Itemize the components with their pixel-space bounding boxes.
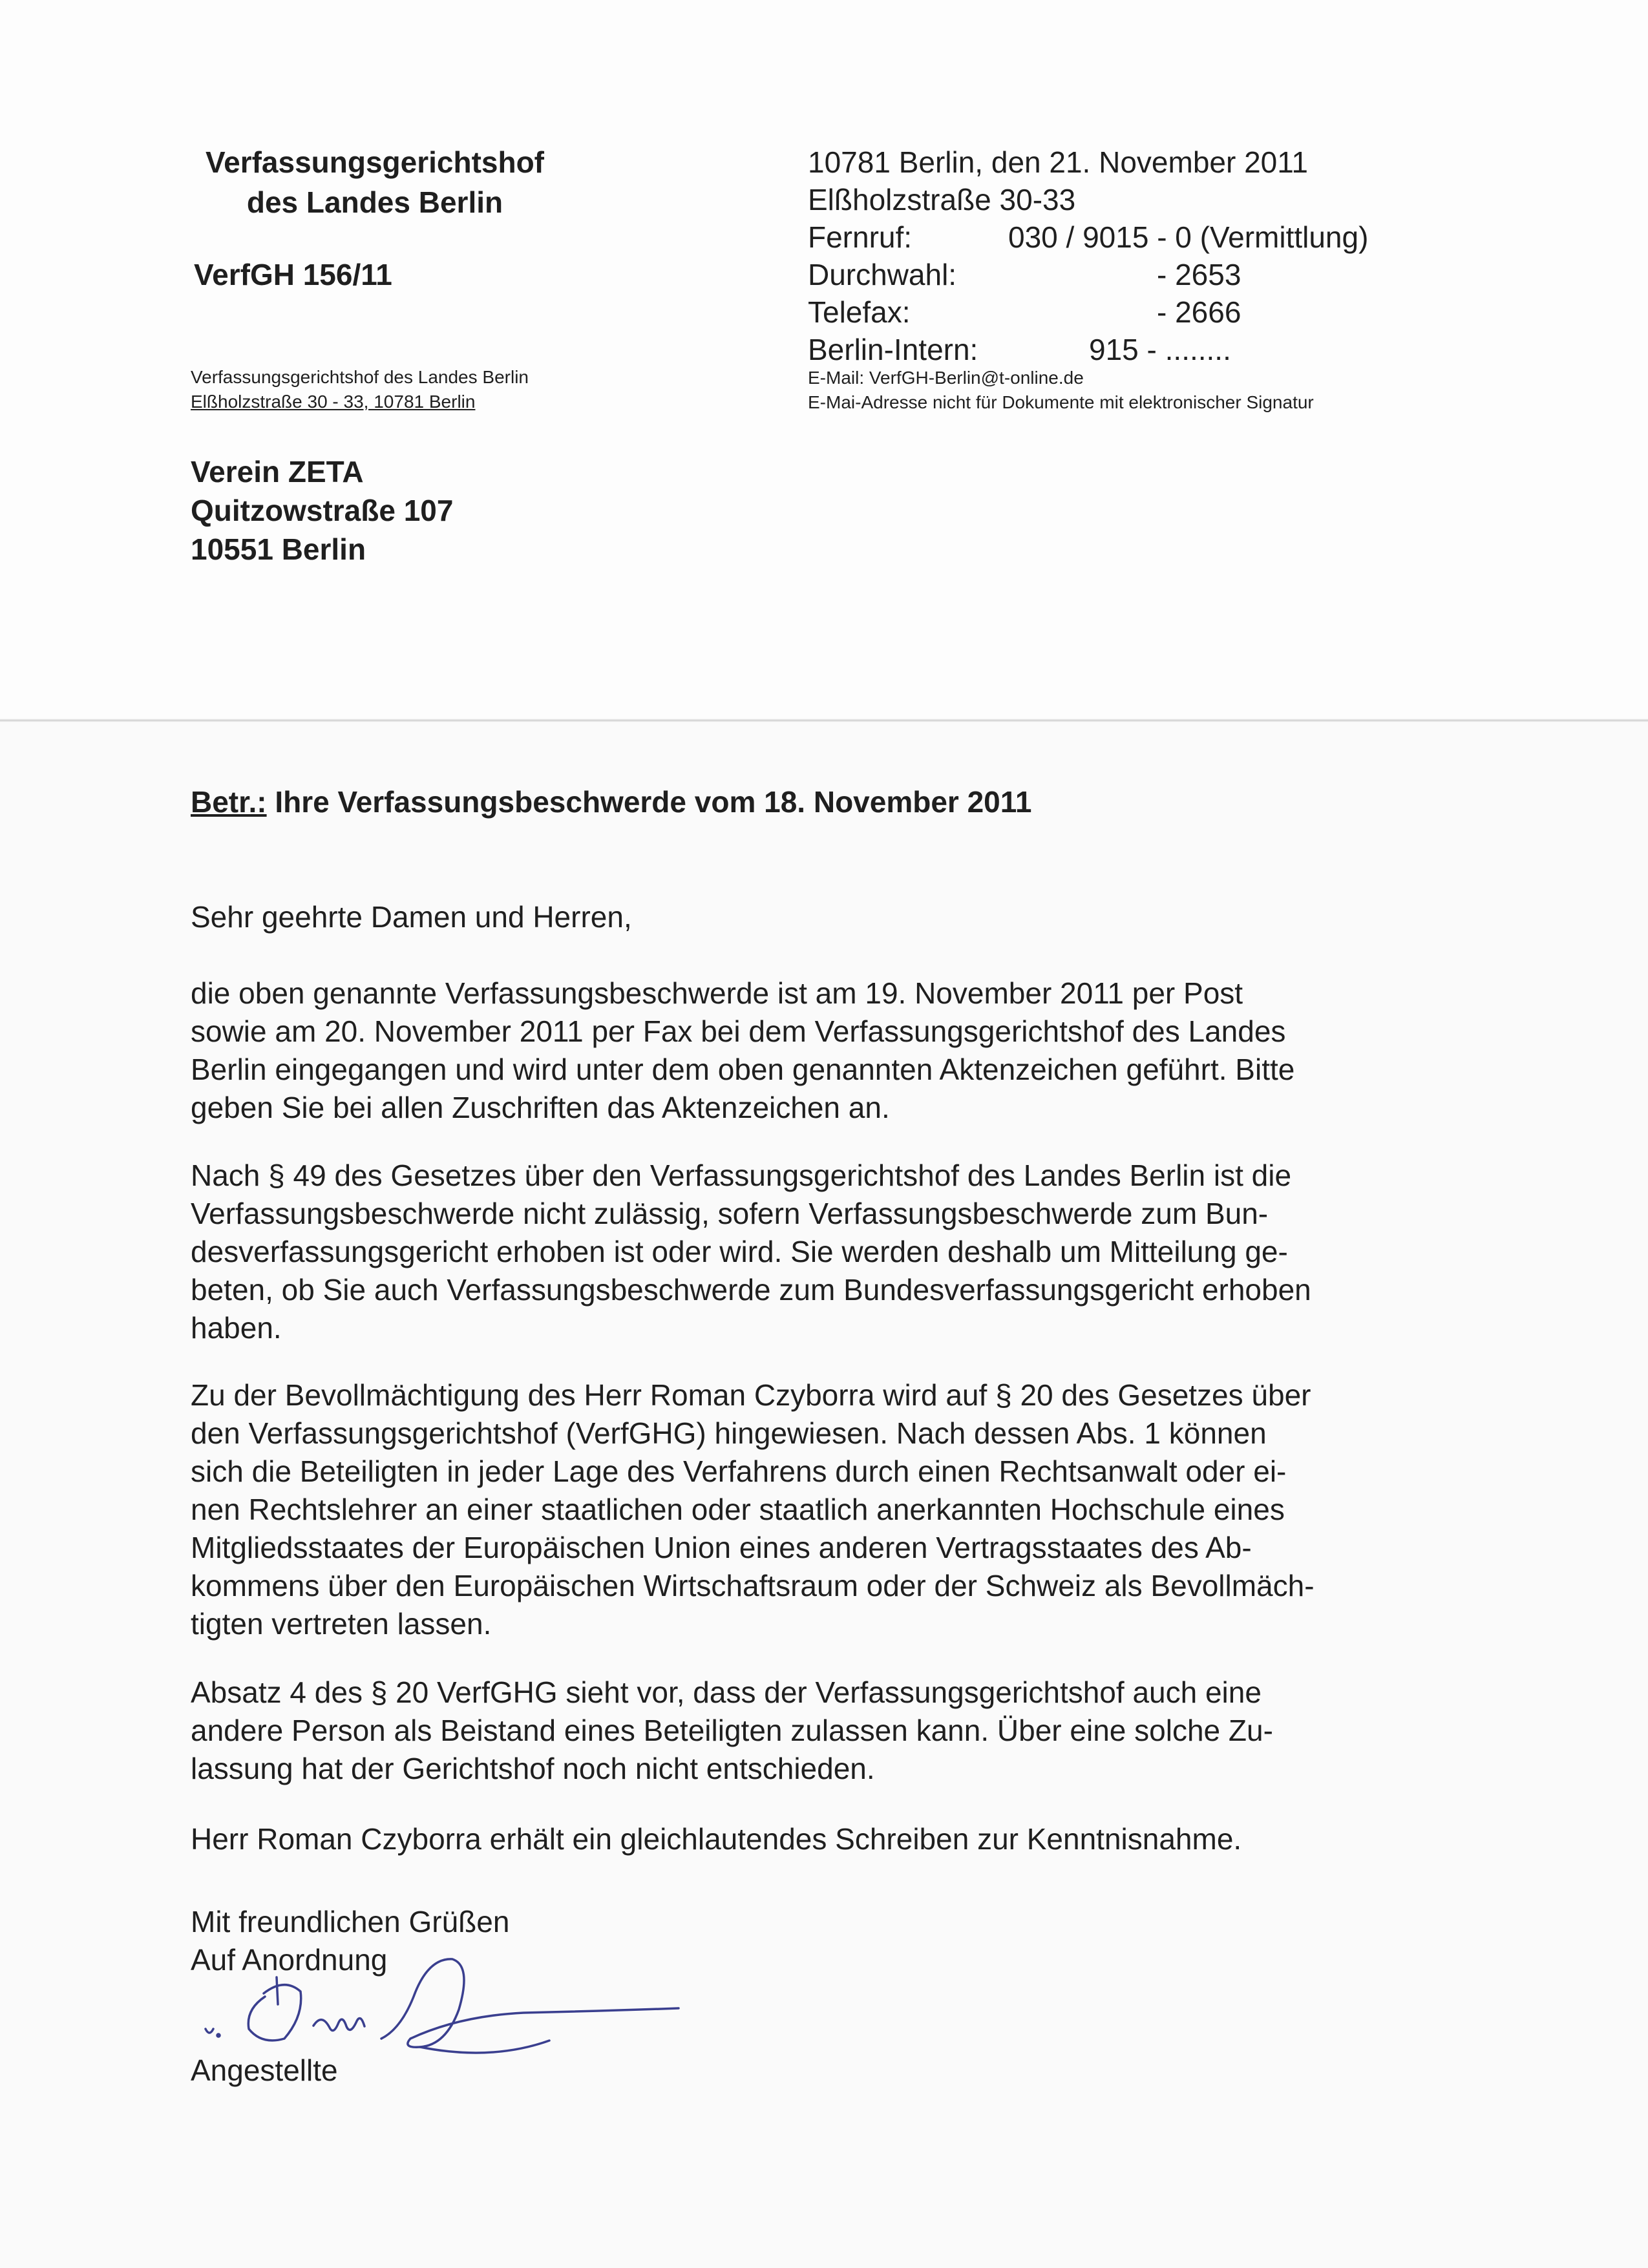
closing-greeting: Mit freundlichen Grüßen — [191, 1905, 510, 1938]
return-address — [191, 365, 529, 414]
date-line-text: 10781 Berlin, den 21. November 2011 — [808, 145, 1309, 179]
direct-dial-value: - 2653 — [1157, 258, 1241, 291]
fax-value: - 2666 — [1157, 295, 1241, 329]
return-address-line1: Verfassungsgerichtshof des Landes Berlin — [191, 367, 529, 387]
paper-fold-line — [0, 719, 1648, 722]
recipient-line3: 10551 Berlin — [191, 532, 366, 566]
phone-value: 030 / 9015 - 0 (Vermittlung) — [1008, 220, 1369, 254]
body-paragraph-4: Absatz 4 des § 20 VerfGHG sieht vor, dass der Verfassungsgerichtshof auch eine andere Person als Beistand eines Beteiligten zulassen kann. Über eine solche Zu- lassung hat der Gerichtshof noch nicht entschieden. — [191, 1675, 1273, 1785]
court-name — [191, 142, 559, 222]
subject-line — [191, 784, 1031, 819]
subject-prefix: Betr.: — [191, 785, 267, 819]
street-text: Elßholzstraße 30-33 — [808, 183, 1076, 216]
body-paragraph-3: Zu der Bevollmächtigung des Herr Roman Czyborra wird auf § 20 des Gesetzes über den Verfassungsgerichtshof (VerfGHG) hingewiesen. Nach dessen Abs. 1 können sich die Beteiligten in jeder Lage des Verfahrens durch einen Rechtsanwalt oder ei- nen Rechtslehrer an einer staatlichen oder staatlich anerkannten Hochschule eines Mitgliedsstaates der Europäischen Union eines anderen Vertragsstaates des Ab- kommens über den Europäischen Wirtschaftsraum oder der Schweiz als Bevollmäch- tigten vertreten lassen. — [191, 1378, 1315, 1641]
recipient-line1: Verein ZETA — [191, 455, 364, 488]
email-block — [808, 366, 1314, 415]
intern-label: Berlin-Intern: — [808, 333, 978, 366]
direct-dial-label: Durchwahl: — [808, 258, 957, 291]
recipient-address — [191, 452, 453, 569]
court-name-line2: des Landes Berlin — [246, 185, 503, 219]
salutation: Sehr geehrte Damen und Herren, — [191, 900, 632, 934]
body-paragraph-1: die oben genannte Verfassungsbeschwerde ist am 19. November 2011 per Post sowie am 20. November 2011 per Fax bei dem Verfassungsgerichtshof des Landes Berlin eingegangen und wird unter dem oben genannten Aktenzeichen geführt. Bitte geben Sie bei allen Zuschriften das Aktenzeichen an. — [191, 976, 1295, 1124]
court-name-line1: Verfassungsgerichtshof — [205, 145, 545, 179]
closing-on-behalf: Auf Anordnung — [191, 1943, 388, 1977]
return-address-line2: Elßholzstraße 30 - 33, 10781 Berlin — [191, 392, 476, 412]
body-paragraph-5: Herr Roman Czyborra erhält ein gleichlautendes Schreiben zur Kenntnisnahme. — [191, 1822, 1242, 1856]
email-address: E-Mail: VerfGH-Berlin@t-online.de — [808, 368, 1084, 388]
docket-number: VerfGH 156/11 — [194, 258, 392, 291]
fax-label: Telefax: — [808, 295, 911, 329]
phone-label: Fernruf: — [808, 220, 913, 254]
recipient-line2: Quitzowstraße 107 — [191, 494, 454, 527]
email-note: E-Mai-Adresse nicht für Dokumente mit elektronischer Signatur — [808, 392, 1314, 412]
body-paragraph-2: Nach § 49 des Gesetzes über den Verfassungsgerichtshof des Landes Berlin ist die Verfassungsbeschwerde nicht zulässig, sofern Verfassungsbeschwerde zum Bun- desverfassungsgericht erhoben ist oder wird. Sie werden deshalb um Mitteilung ge- beten, ob Sie auch Verfassungsbeschwerde zum Bundesverfassungsgericht erhoben haben. — [191, 1159, 1311, 1345]
subject-text: Ihre Verfassungsbeschwerde vom 18. November 2011 — [266, 785, 1032, 819]
signatory-role: Angestellte — [191, 2053, 338, 2087]
intern-value: 915 - ........ — [1089, 333, 1231, 366]
